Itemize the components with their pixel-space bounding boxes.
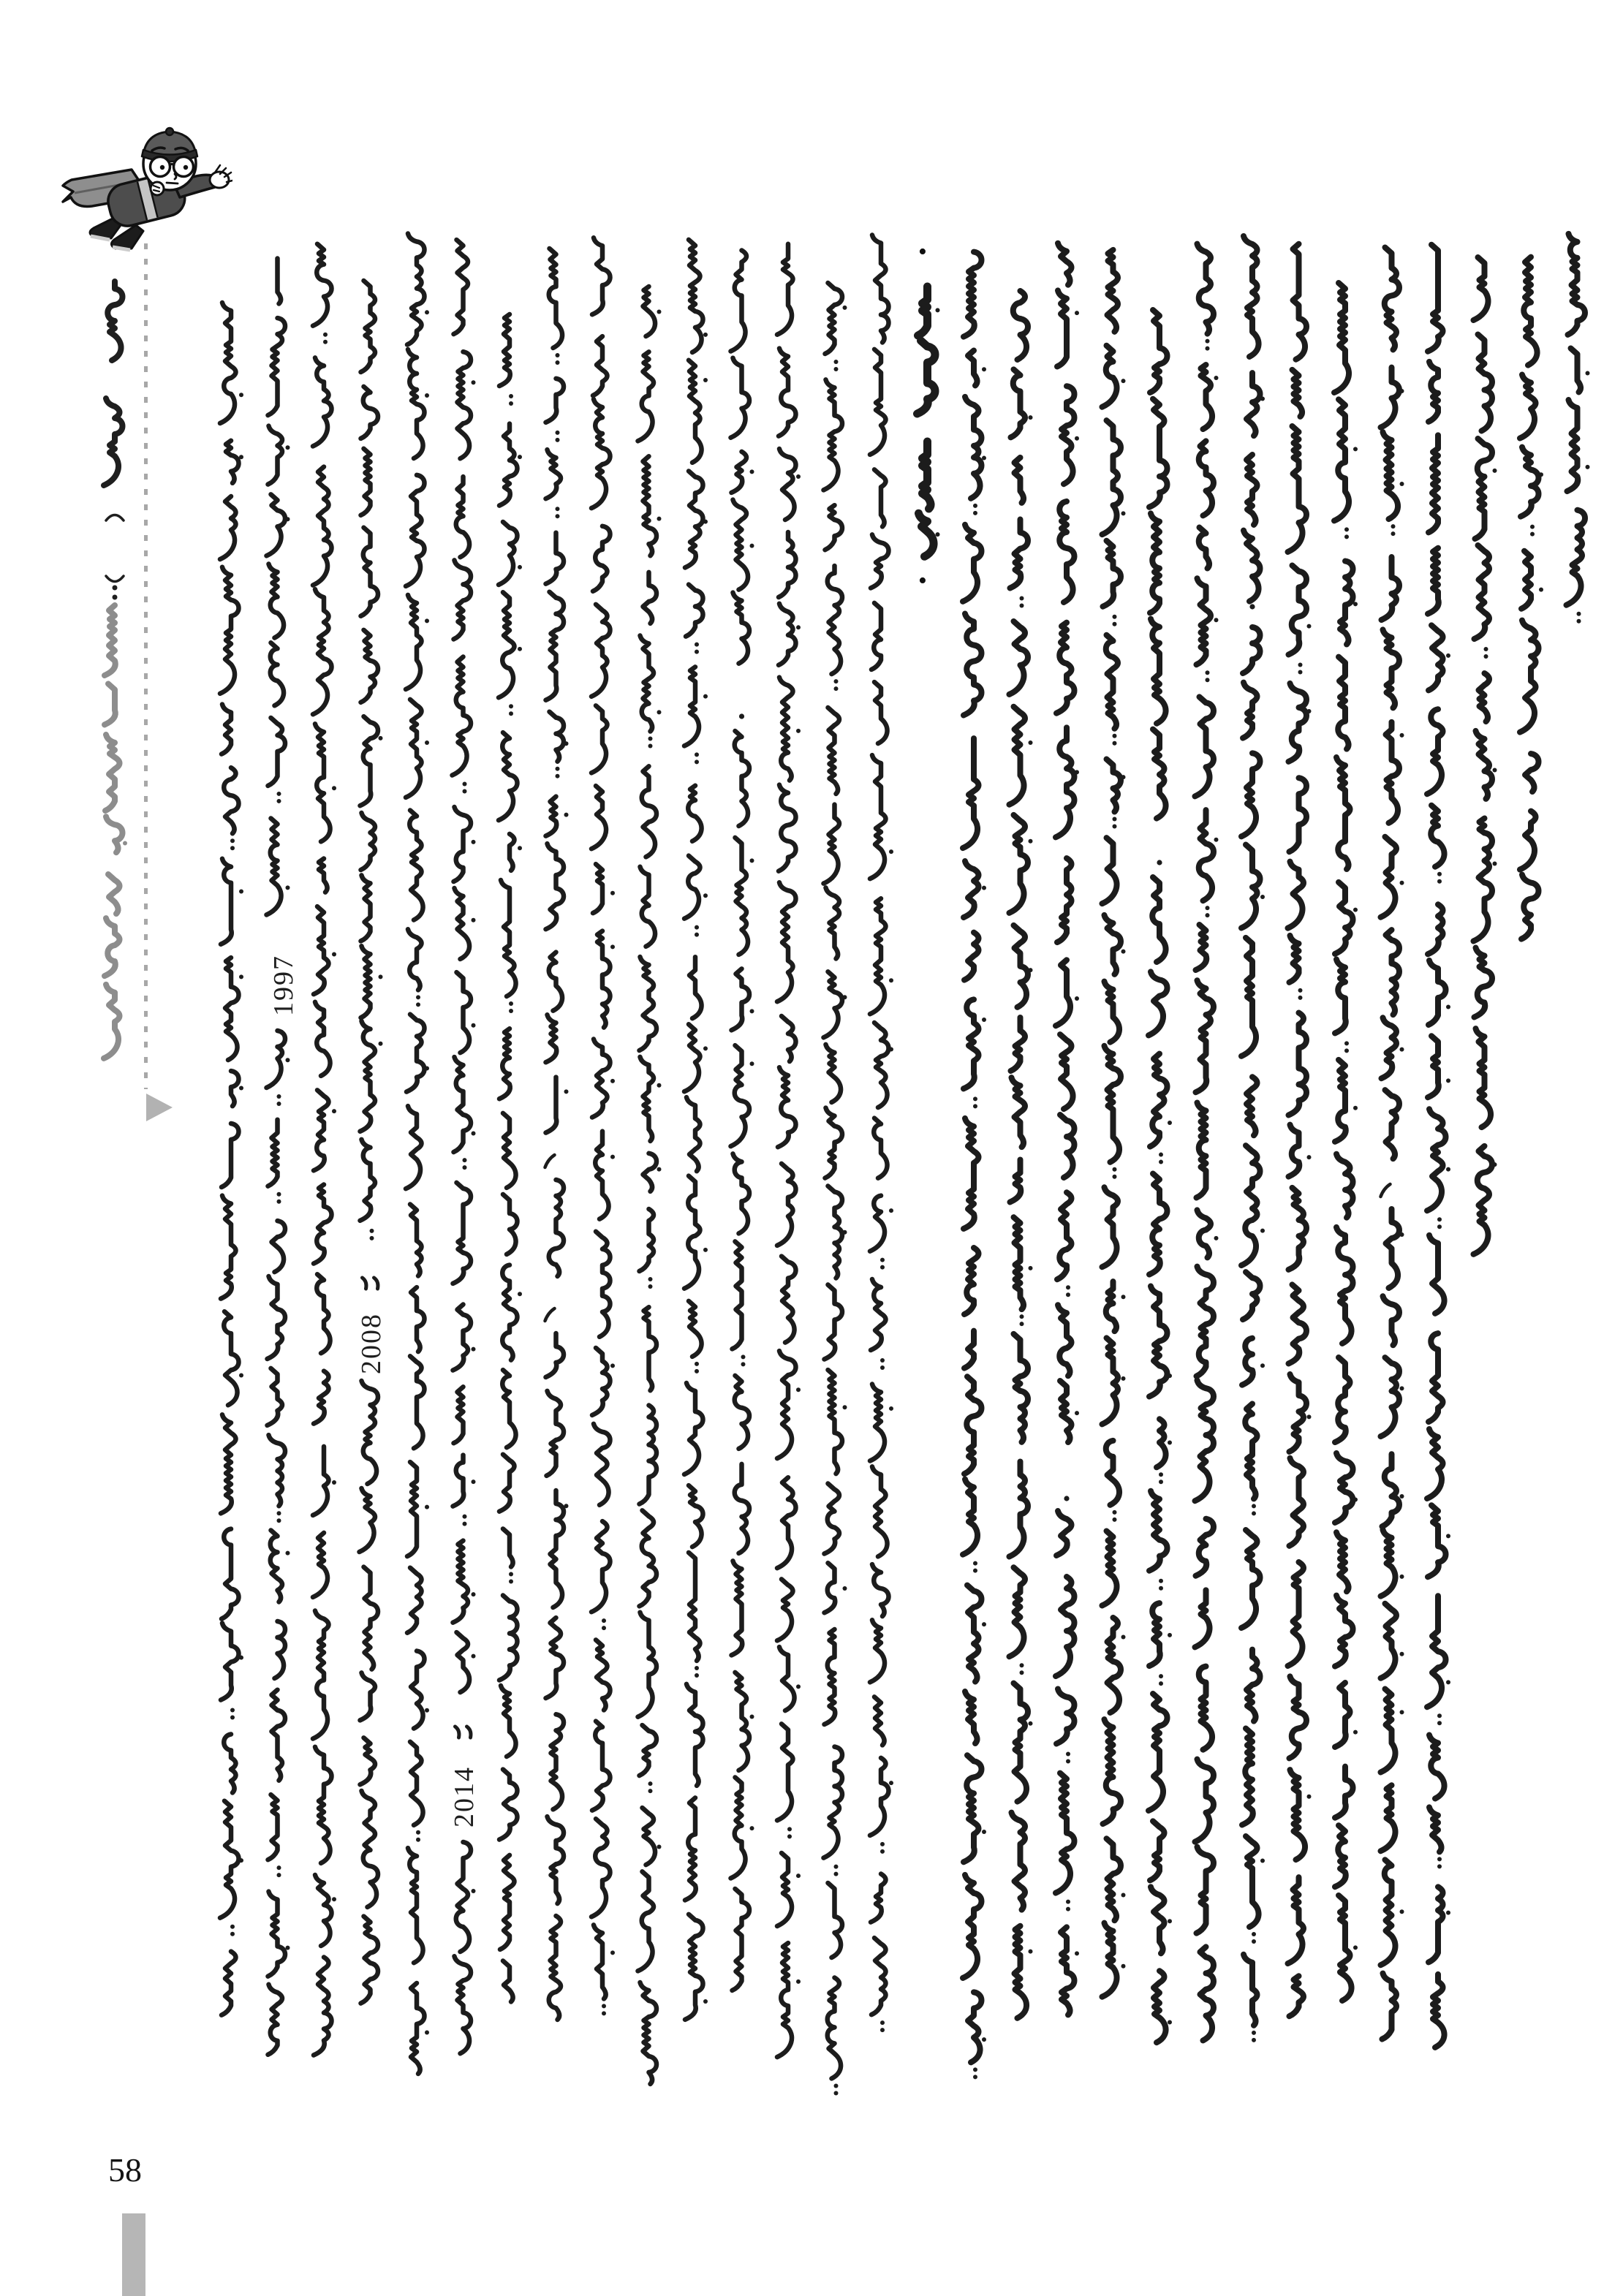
text-column xyxy=(1195,244,1219,2041)
side-header-strip xyxy=(104,281,127,1058)
text-column xyxy=(220,303,243,2015)
year-label-2014: 2014 xyxy=(449,1766,480,1827)
section-heading-column xyxy=(918,287,940,556)
section-dotted-rule xyxy=(144,243,148,1089)
text-column xyxy=(591,238,615,2015)
text-column xyxy=(1334,283,1358,2001)
text-column xyxy=(545,249,569,2020)
text-column xyxy=(1149,310,1172,2042)
mascot-flying-boy-icon xyxy=(60,126,232,272)
page-edge-tab xyxy=(122,2213,145,2296)
text-column xyxy=(1520,257,1543,939)
head xyxy=(142,128,197,190)
text-column xyxy=(870,235,893,2033)
text-column xyxy=(313,244,336,2056)
section-bullet-bottom: • xyxy=(918,567,927,594)
year-label-1997: 1997 xyxy=(268,955,299,1016)
text-column xyxy=(499,314,522,2002)
back-hand xyxy=(151,182,164,195)
page-number: 58 xyxy=(108,2151,142,2189)
text-column xyxy=(1010,291,1033,2018)
rule-arrow-icon xyxy=(146,1094,173,1121)
text-column xyxy=(638,287,662,2084)
year-label-2008: 2008 xyxy=(356,1313,387,1374)
text-column xyxy=(963,252,986,2080)
section-bullet-top: • xyxy=(918,238,927,265)
text-column xyxy=(824,283,847,2095)
text-column xyxy=(1241,236,1265,2042)
text-column xyxy=(777,244,801,2057)
text-column xyxy=(731,251,754,1990)
text-column xyxy=(267,259,290,2055)
text-column xyxy=(1474,257,1497,1254)
text-column xyxy=(360,281,383,2004)
text-column xyxy=(1381,247,1404,2039)
text-column xyxy=(1427,245,1450,2047)
text-column xyxy=(1102,250,1126,1997)
text-column xyxy=(1288,244,1312,2017)
text-column xyxy=(684,240,708,2020)
text-column xyxy=(1056,243,1079,2015)
text-column xyxy=(1567,234,1590,624)
text-column xyxy=(406,234,429,2074)
